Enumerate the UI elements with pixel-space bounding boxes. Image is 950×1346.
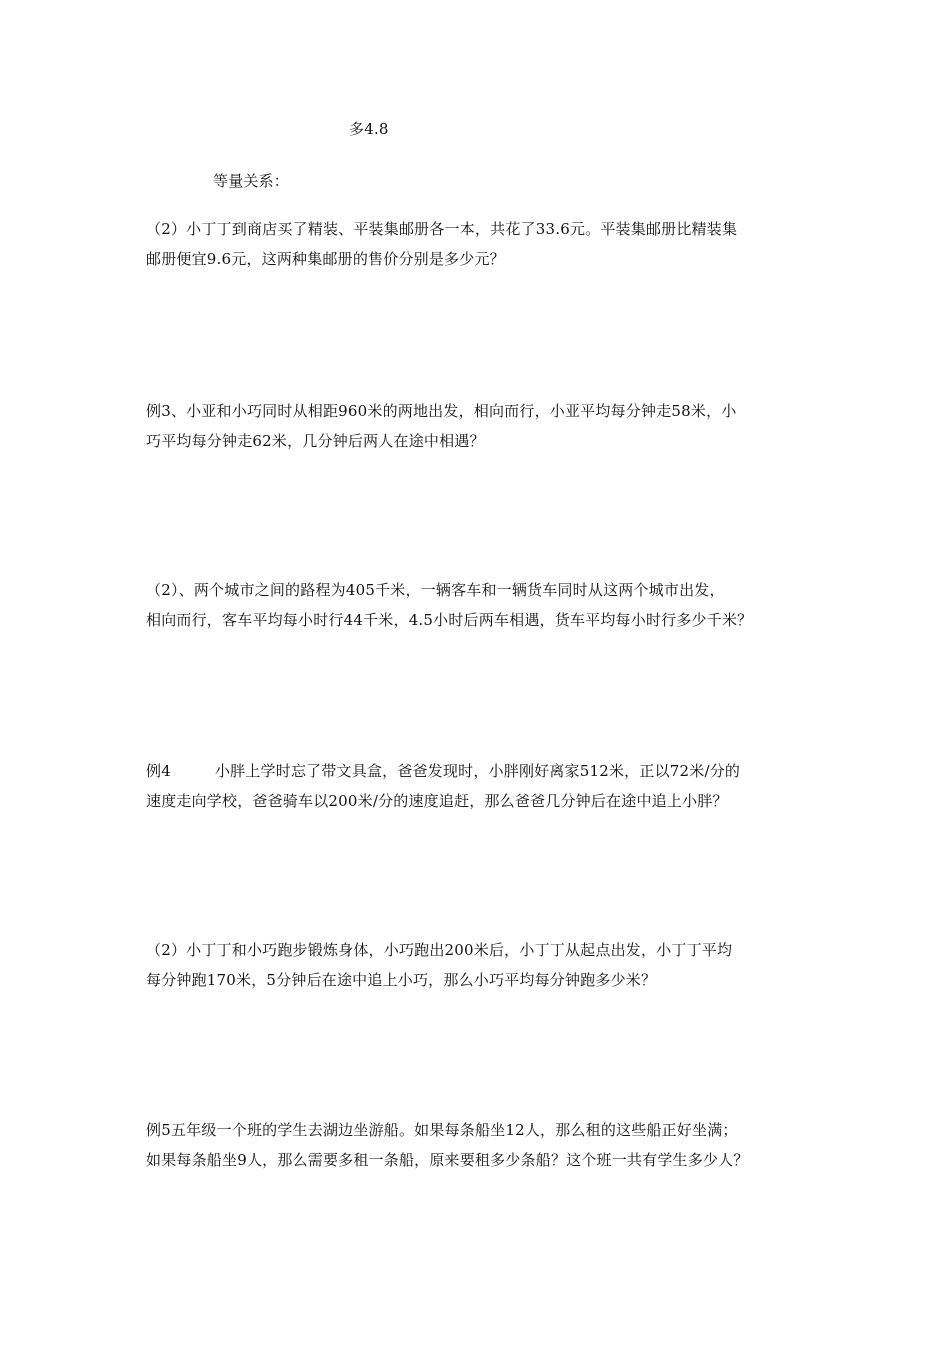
- problem-line: 如果每条船坐9人，那么需要多租一条船，原来要租多少条船？这个班一共有学生多少人？: [146, 1151, 749, 1169]
- problem-line: （2）小丁丁和小巧跑步锻炼身体，小巧跑出200米后，小丁丁从起点出发，小丁丁平均: [146, 941, 733, 959]
- problem-line: 每分钟跑170米，5分钟后在途中追上小巧，那么小巧平均每分钟跑多少米？: [146, 971, 657, 989]
- problem-line-with-label: [146, 756, 816, 786]
- problem-paragraph: [146, 1115, 816, 1175]
- problem-line: （2）、两个城市之间的路程为405千米，一辆客车和一辆货车同时从这两个城市出发，: [146, 581, 725, 599]
- problem-line: 巧平均每分钟走62米，几分钟后两人在途中相遇？: [146, 432, 485, 450]
- problem-line: （2）小丁丁到商店买了精装、平装集邮册各一本，共花了33.6元。平装集邮册比精装集: [146, 220, 738, 238]
- problem-line: 速度走向学校，爸爸骑车以200米/分的速度追赶，那么爸爸几分钟后在途中追上小胖？: [146, 792, 728, 810]
- problem-paragraph: [146, 396, 816, 456]
- problem-paragraph: [146, 214, 816, 274]
- problem-line: 例3、小亚和小巧同时从相距960米的两地出发，相向而行，小亚平均每分钟走58米，小: [146, 402, 737, 420]
- example-label: 例4: [146, 762, 171, 780]
- equation-relation-label: 等量关系：: [213, 172, 290, 190]
- problem-line: 相向而行，客车平均每小时行44千米，4.5小时后两车相遇，货车平均每小时行多少千米？: [146, 611, 753, 629]
- problem-paragraph: [146, 935, 816, 995]
- section-heading: 多4.8: [349, 120, 389, 138]
- problem-paragraph: [146, 575, 816, 635]
- problem-line: 例5五年级一个班的学生去湖边坐游船。如果每条船坐12人，那么租的这些船正好坐满；: [146, 1121, 738, 1139]
- problem-line: 邮册便宜9.6元，这两种集邮册的售价分别是多少元？: [146, 250, 505, 268]
- problem-paragraph: [146, 756, 816, 816]
- problem-line-text: 小胖上学时忘了带文具盒，爸爸发现时，小胖刚好离家512米，正以72米/分的: [214, 762, 741, 780]
